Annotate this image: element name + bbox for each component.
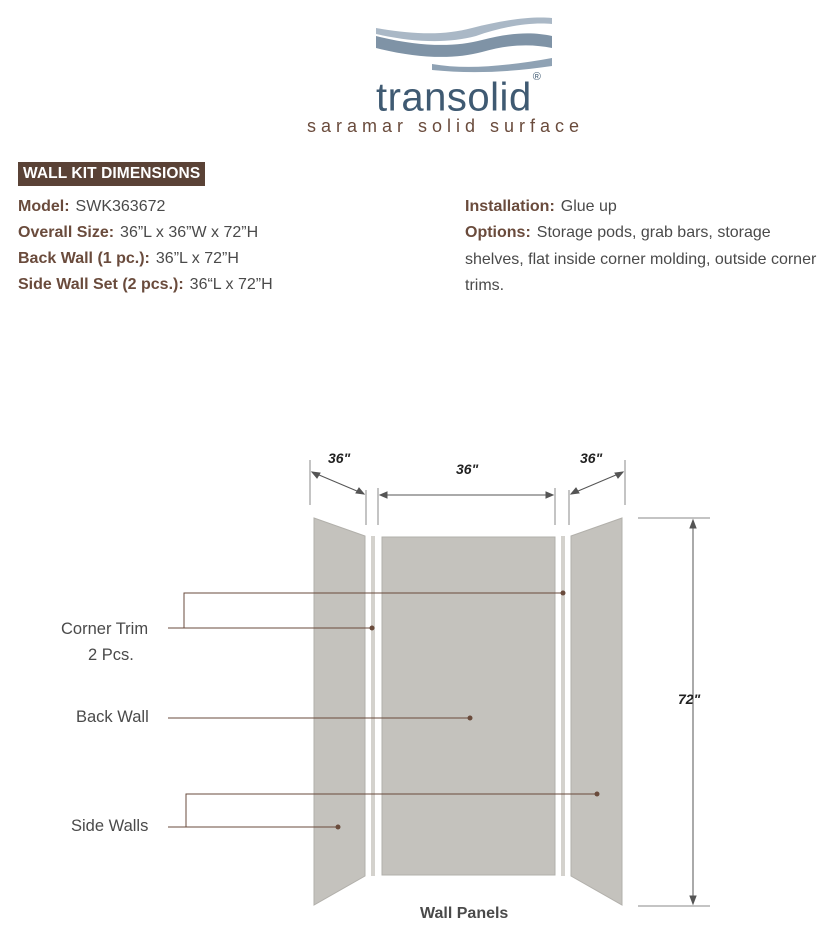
dim-arrow-left <box>312 472 364 494</box>
spec-install-value: Glue up <box>560 198 617 215</box>
callout-dot <box>336 825 341 830</box>
dim-label-right: 36" <box>580 450 603 466</box>
callout-dot <box>468 716 473 721</box>
spec-back-label: Back Wall (1 pc.): <box>18 250 150 267</box>
spec-model-label: Model: <box>18 198 70 215</box>
back-wall-panel <box>382 537 555 875</box>
section-title: WALL KIT DIMENSIONS <box>18 162 205 186</box>
callout-back-wall: Back Wall <box>76 708 149 726</box>
dim-label-left: 36" <box>328 450 351 466</box>
spec-options-value: Storage pods, grab bars, storage shelves, flat inside corner molding, outside corner trims. <box>465 224 817 294</box>
callout-dot <box>595 792 600 797</box>
callout-dot <box>370 626 375 631</box>
dim-label-center: 36" <box>456 461 479 477</box>
diagram-caption: Wall Panels <box>420 905 509 922</box>
callout-side-walls: Side Walls <box>71 817 149 835</box>
callout-dot <box>561 591 566 596</box>
callout-corner-trim: Corner Trim <box>61 620 149 638</box>
brand-tagline: saramar solid surface <box>307 116 585 136</box>
spec-model-value: SWK363672 <box>75 198 166 215</box>
spec-overall-value: 36”L x 36”W x 72”H <box>120 224 259 241</box>
spec-side-label: Side Wall Set (2 pcs.): <box>18 276 184 293</box>
spec-side-value: 36“L x 72”H <box>189 276 273 293</box>
right-corner-trim <box>561 536 565 876</box>
spec-install-label: Installation: <box>465 198 555 215</box>
dim-arrow-right <box>571 472 623 494</box>
spec-back-value: 36”L x 72”H <box>155 250 239 267</box>
callout-corner-trim-qty: 2 Pcs. <box>88 646 134 664</box>
right-side-wall-panel <box>571 518 622 905</box>
brand-text: transolid <box>376 75 532 120</box>
spec-options-label: Options: <box>465 224 531 241</box>
spec-overall-label: Overall Size: <box>18 224 115 241</box>
left-side-wall-panel <box>314 518 365 905</box>
left-corner-trim <box>371 536 375 876</box>
registered-mark: ® <box>532 71 542 83</box>
dim-label-height: 72" <box>678 691 701 707</box>
